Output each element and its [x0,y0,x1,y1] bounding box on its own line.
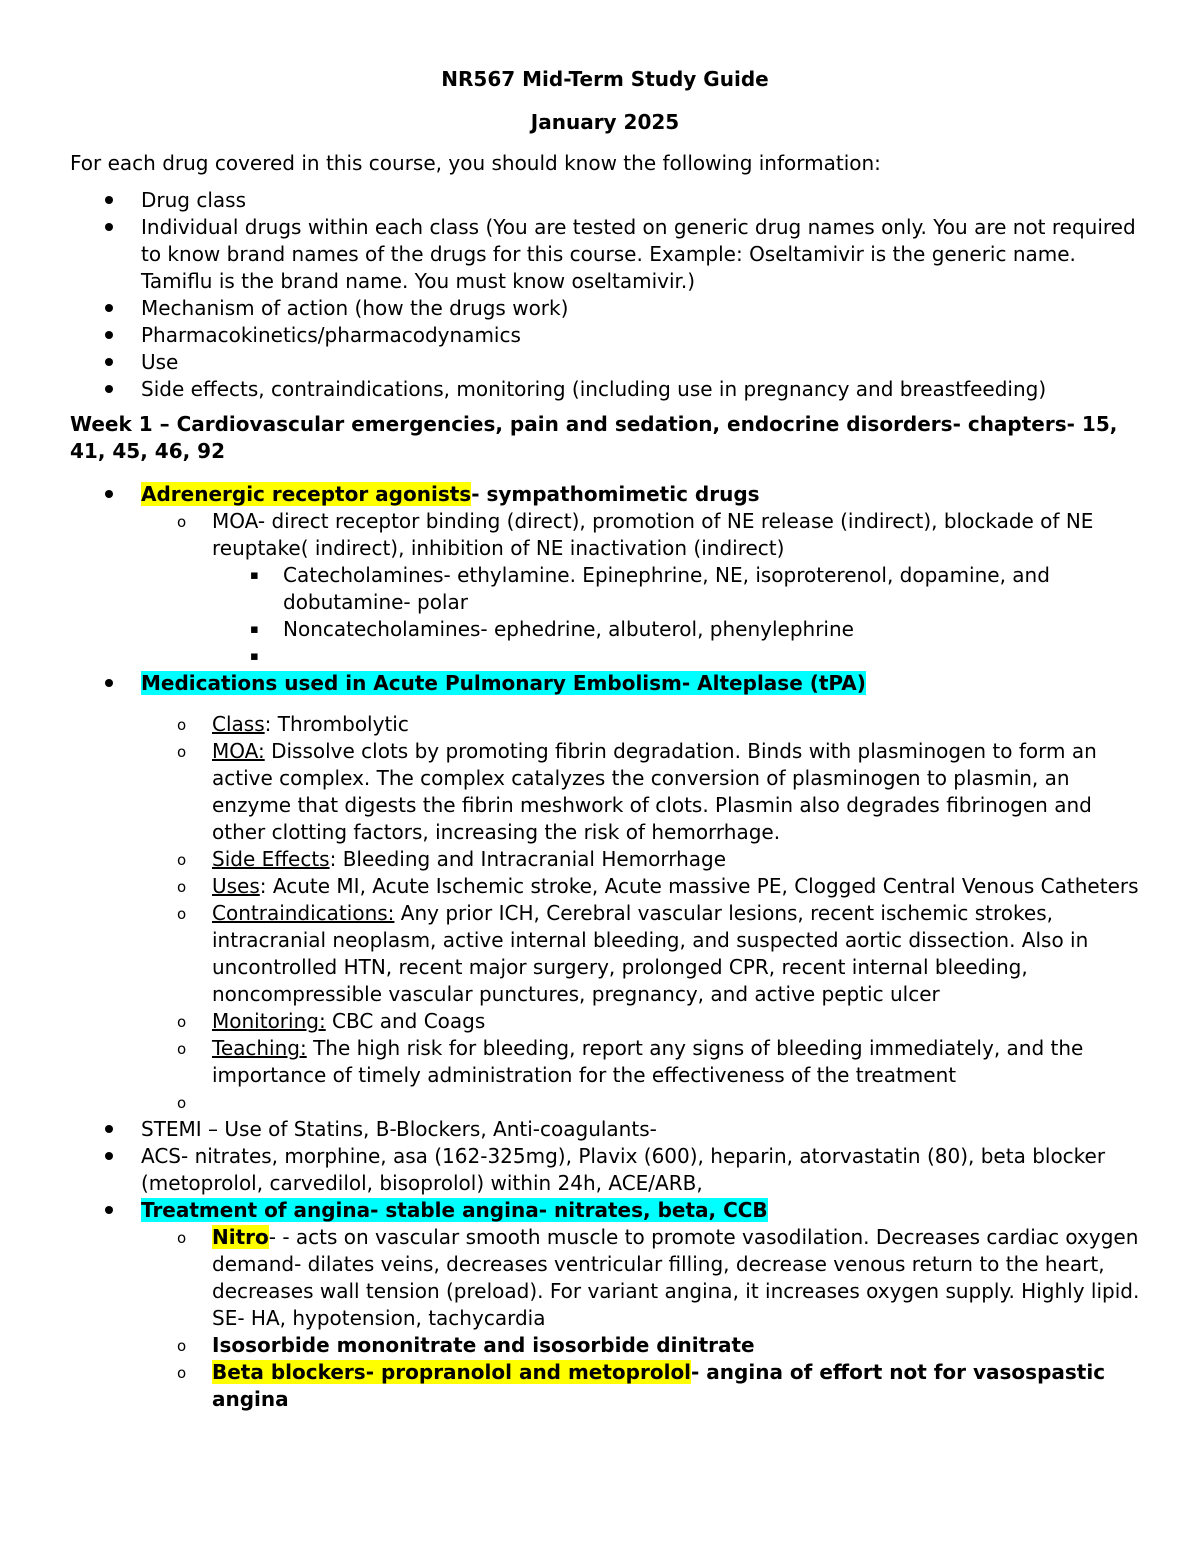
cardio-list [70,1116,1140,1413]
bullet-icon [105,1197,119,1224]
circle-bullet-icon: o [177,905,187,923]
page-title: NR567 Mid-Term Study Guide [441,67,769,91]
highlight-text: Adrenergic receptor agonists [141,482,472,506]
circle-bullet-icon: o [177,878,187,896]
circle-bullet-icon: o [177,1040,187,1058]
week1-list [70,481,1140,697]
circle-bullet-icon: o [177,716,187,734]
intro-list [70,187,1140,403]
list-item-empty [70,643,1140,670]
circle-bullet-icon: o [177,743,187,761]
pe-item [70,670,1140,697]
bullet-icon [105,670,119,697]
highlight-text: Treatment of angina- stable angina- nitrates, beta, CCB [141,1198,768,1222]
list-item: Pharmacokinetics/pharmacodynamics [70,322,1140,349]
highlight-text: Medications used in Acute Pulmonary Embolism- Alteplase (tPA) [141,671,866,695]
list-item: o Isosorbide mononitrate and isosorbide dinitrate [70,1332,1140,1359]
list-item: STEMI – Use of Statins, B-Blockers, Anti-coagulants- [70,1116,1140,1143]
list-item: ▪ Noncatecholamines- ephedrine, albuterol, phenylephrine [250,617,854,641]
list-item: o Monitoring: CBC and Coags [70,1008,1140,1035]
list-item: Mechanism of action (how the drugs work) [70,295,1140,322]
list-item: o MOA- direct receptor binding (direct), promotion of NE release (indirect), blockade of NE reuptake( indirect), inhibition of NE inactivation (indirect) [177,509,1094,560]
bullet-icon [105,1116,119,1143]
page-subtitle: January 2025 [530,110,680,134]
list-item: ACS- nitrates, morphine, asa (162-325mg), Plavix (600), heparin, atorvastatin (80), beta blocker (metoprolol, carvedilol, bisoprolol) within 24h, ACE/ARB, [70,1143,1140,1197]
bullet-icon [105,187,119,214]
bullet-icon [105,295,119,322]
circle-bullet-icon: o [177,1229,187,1247]
list-item: o Nitro- - acts on vascular smooth muscle to promote vasodilation. Decreases cardiac oxygen demand- dilates veins, decreases ventricular filling, decrease venous return to the heart, decreases wall tension (preload). For variant angina, it increases oxygen supply. Highly lipid. SE- HA, hypotension, tachycardia [177,1225,1140,1330]
highlight-text: Nitro [212,1225,269,1249]
circle-bullet-icon: o [177,1364,187,1382]
pe-sublist [70,711,1140,1116]
bullet-icon [105,481,119,508]
list-item: o MOA: Dissolve clots by promoting fibrin degradation. Binds with plasminogen to form an active complex. The complex catalyzes the conversion of plasminogen to plasmin, an enzyme that digests the fibrin meshwork of clots. Plasmin also degrades fibrinogen and other clotting factors, increasing the risk of hemorrhage. [177,739,1097,844]
bullet-icon [105,1143,119,1170]
bullet-icon [105,349,119,376]
circle-bullet-icon: o [177,513,187,531]
highlight-text: Beta blockers- propranolol and metoprolol [212,1360,692,1384]
bullet-icon [105,322,119,349]
list-item: ▪ Catecholamines- ethylamine. Epinephrine, NE, isoproterenol, dopamine, and dobutamine- polar [250,563,1050,614]
bullet-icon [105,376,119,403]
square-bullet-icon: ▪ [250,622,259,637]
square-bullet-icon: ▪ [250,649,259,664]
list-item: o Teaching: The high risk for bleeding, report any signs of bleeding immediately, and the importance of timely administration for the effectiveness of the treatment [177,1036,1084,1087]
square-bullet-icon: ▪ [250,568,259,583]
list-item: o Uses: Acute MI, Acute Ischemic stroke, Acute massive PE, Clogged Central Venous Catheters [70,873,1140,900]
angina-item [70,1197,1140,1224]
circle-bullet-icon: o [177,1337,187,1355]
circle-bullet-icon: o [177,1094,187,1112]
document-page [70,66,1140,1413]
circle-bullet-icon: o [177,851,187,869]
adrenergic-item: Adrenergic receptor agonists- sympathomimetic drugs [70,481,1140,508]
bullet-icon [105,214,119,241]
week1-heading: Week 1 – Cardiovascular emergencies, pain and sedation, endocrine disorders- chapters- 15, 41, 45, 46, 92 [70,412,1118,463]
list-item: Drug class [70,187,1140,214]
list-item: Side effects, contraindications, monitoring (including use in pregnancy and breastfeeding) [70,376,1140,403]
intro-text: For each drug covered in this course, you should know the following information: [70,151,881,175]
list-item: Use [70,349,1140,376]
circle-bullet-icon: o [177,1013,187,1031]
list-item: Individual drugs within each class (You are tested on generic drug names only. You are not required to know brand names of the drugs for this course. Example: Oseltamivir is the generic name. Tamiflu is the brand name. You must know oseltamivir.) [70,214,1140,295]
list-item: o Beta blockers- propranolol and metoprolol- angina of effort not for vasospastic angina [177,1360,1106,1411]
list-item-empty [70,1089,1140,1116]
list-item: o Contraindications: Any prior ICH, Cerebral vascular lesions, recent ischemic strokes, intracranial neoplasm, active internal bleeding, and suspected aortic dissection. Also in uncontrolled HTN, recent major surgery, prolonged CPR, recent internal bleeding, noncompressible vascular punctures, pregnancy, and active peptic ulcer [177,901,1089,1006]
list-item: o Side Effects: Bleeding and Intracranial Hemorrhage [70,846,1140,873]
list-item: o Class: Thrombolytic [70,711,1140,738]
